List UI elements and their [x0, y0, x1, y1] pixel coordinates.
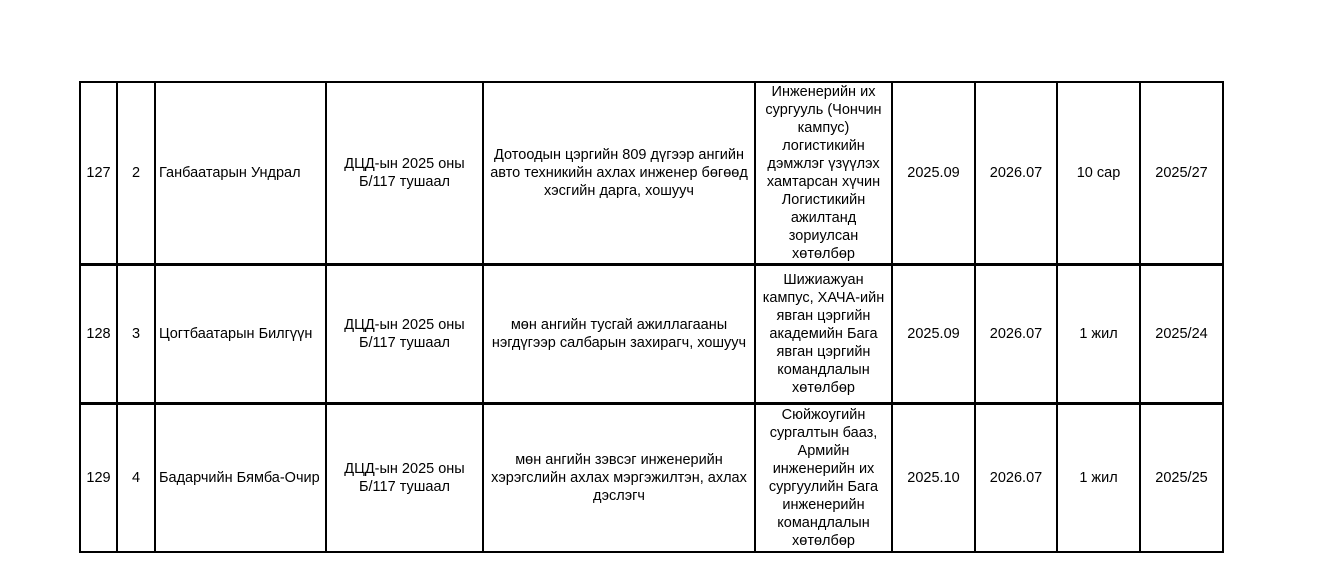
table-row [80, 404, 1223, 553]
program-cell: Шижиажуан кампус, ХАЧА-ийн явган цэргийн академийн Бага явган цэргийн командлалын хөтөлбөр [755, 265, 892, 404]
program-cell: Сюйжоугийн сургалтын бааз, Армийн инженерийн их сургуулийн Бага инженерийн командлалын хөтөлбөр [755, 404, 892, 553]
row-number-cell: 129 [80, 404, 117, 553]
name-cell: Бадарчийн Бямба-Очир [155, 404, 326, 553]
start-date-cell: 2025.10 [892, 404, 975, 553]
order-cell: ДЦД-ын 2025 оны Б/117 тушаал [326, 404, 483, 553]
reference-cell: 2025/27 [1140, 82, 1223, 265]
sequence-cell: 2 [117, 82, 155, 265]
order-cell: ДЦД-ын 2025 оны Б/117 тушаал [326, 82, 483, 265]
reference-cell: 2025/24 [1140, 265, 1223, 404]
row-number-cell: 128 [80, 265, 117, 404]
duration-cell: 1 жил [1057, 265, 1140, 404]
position-cell: Дотоодын цэргийн 809 дүгээр ангийн авто техникийн ахлах инженер бөгөөд хэсгийн дарга, хошууч [483, 82, 755, 265]
row-number-cell: 127 [80, 82, 117, 265]
end-date-cell: 2026.07 [975, 82, 1057, 265]
duration-cell: 10 сар [1057, 82, 1140, 265]
sequence-cell: 4 [117, 404, 155, 553]
start-date-cell: 2025.09 [892, 82, 975, 265]
personnel-table [79, 81, 1224, 553]
order-cell: ДЦД-ын 2025 оны Б/117 тушаал [326, 265, 483, 404]
name-cell: Цогтбаатарын Билгүүн [155, 265, 326, 404]
reference-cell: 2025/25 [1140, 404, 1223, 553]
table-row [80, 82, 1223, 265]
program-cell: Инженерийн их сургууль (Чончин кампус) логистикийн дэмжлэг үзүүлэх хамтарсан хүчин Логистикийн ажилтанд зориулсан хөтөлбөр [755, 82, 892, 265]
position-cell: мөн ангийн зэвсэг инженерийн хэрэгслийн ахлах мэргэжилтэн, ахлах дэслэгч [483, 404, 755, 553]
duration-cell: 1 жил [1057, 404, 1140, 553]
start-date-cell: 2025.09 [892, 265, 975, 404]
end-date-cell: 2026.07 [975, 404, 1057, 553]
table-row [80, 265, 1223, 404]
name-cell: Ганбаатарын Ундрал [155, 82, 326, 265]
position-cell: мөн ангийн тусгай ажиллагааны нэгдүгээр салбарын захирагч, хошууч [483, 265, 755, 404]
sequence-cell: 3 [117, 265, 155, 404]
end-date-cell: 2026.07 [975, 265, 1057, 404]
